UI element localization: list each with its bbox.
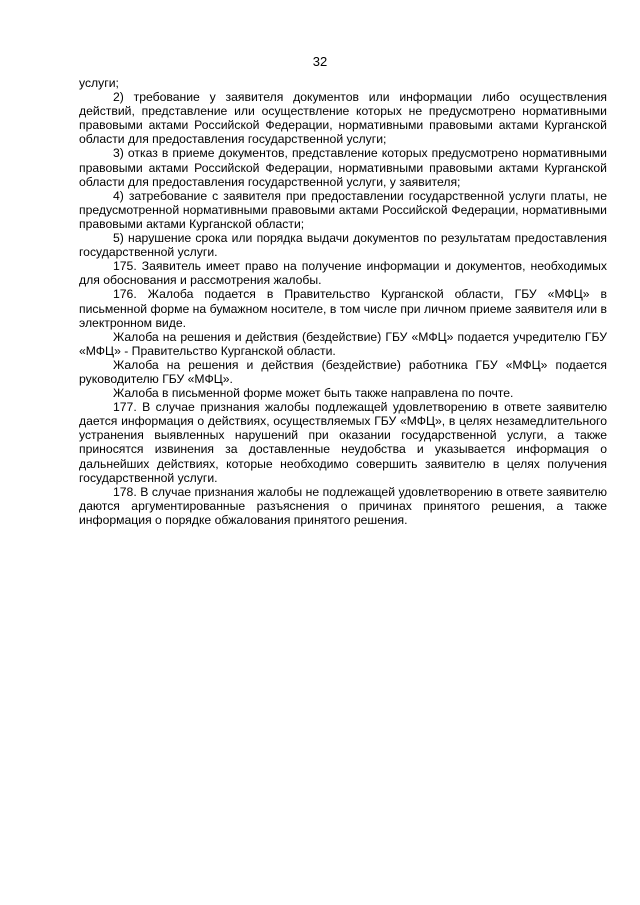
- paragraph-item-4: 4) затребование с заявителя при предоставлении государственной услуги платы, не предусмотренной нормативными правовыми актами Российской Федерации, нормативными правовыми актами Курганской области;: [79, 188, 607, 231]
- document-body: [79, 76, 607, 527]
- paragraph-item-3: 3) отказ в приеме документов, представление которых предусмотрено нормативными правовыми актами Российской Федерации, нормативными правовыми актами Курганской области для предоставления государственной услуги, у заявителя;: [79, 146, 607, 189]
- paragraph-178: 178. В случае признания жалобы не подлежащей удовлетворению в ответе заявителю даются аргументированные разъяснения о причинах принятого решения, а также информация о порядке обжалования принятого решения.: [79, 484, 607, 527]
- paragraph-176-mail: Жалоба в письменной форме может быть также направлена по почте.: [113, 386, 514, 401]
- paragraph-continuation: услуги;: [79, 76, 119, 90]
- paragraph-item-2: 2) требование у заявителя документов или информации либо осуществления действий, представление или осуществление которых не предусмотрено нормативными правовыми актами Российской Федерации, нормативными правовыми актами Курганской области для предоставления государственной услуги;: [79, 90, 607, 147]
- paragraph-177: 177. В случае признания жалобы подлежащей удовлетворению в ответе заявителю дается информация о действиях, осуществляемых ГБУ «МФЦ», в целях незамедлительного устранения выявленных нарушений при оказании государственной услуги, а также приносятся извинения за доставленные неудобства и указывается информация о дальнейших действиях, которые необходимо совершить заявителю в целях получения государственной услуги.: [79, 400, 607, 485]
- page-number: 32: [312, 54, 328, 69]
- paragraph-item-5: 5) нарушение срока или порядка выдачи документов по результатам предоставления государственной услуги.: [79, 231, 607, 260]
- paragraph-176-head: Жалоба на решения и действия (бездействие) работника ГБУ «МФЦ» подается руководителю ГБУ «МФЦ».: [79, 357, 607, 386]
- paragraph-176-founder: Жалоба на решения и действия (бездействие) ГБУ «МФЦ» подается учредителю ГБУ «МФЦ» - Правительство Курганской области.: [79, 329, 607, 358]
- paragraph-176: 176. Жалоба подается в Правительство Курганской области, ГБУ «МФЦ» в письменной форме на бумажном носителе, в том числе при личном приеме заявителя или в электронном виде.: [79, 287, 607, 330]
- paragraph-175: 175. Заявитель имеет право на получение информации и документов, необходимых для обоснования и рассмотрения жалобы.: [79, 259, 607, 288]
